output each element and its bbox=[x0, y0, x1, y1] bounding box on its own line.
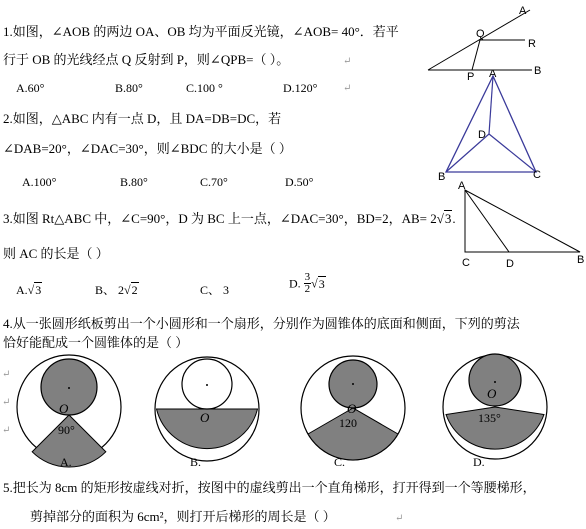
label-r: R bbox=[528, 38, 536, 50]
q2-option-d: D.50° bbox=[285, 175, 314, 189]
center-dot bbox=[352, 383, 354, 385]
q3-right-triangle-figure bbox=[450, 180, 586, 270]
triangle-abc bbox=[446, 76, 536, 172]
label-c: C bbox=[533, 169, 541, 181]
paragraph-mark: ↵ bbox=[2, 369, 11, 380]
paragraph-mark: ↵ bbox=[2, 425, 11, 436]
label-p: P bbox=[467, 71, 475, 83]
fraction: $\frac{3}{2}$ bbox=[304, 271, 311, 295]
q1-option-c: C.100 ° bbox=[186, 81, 223, 95]
q1-option-d: D.120° bbox=[283, 81, 318, 95]
q3-text-line1 bbox=[3, 211, 456, 227]
q2-option-a: A.100° bbox=[22, 175, 57, 189]
label-o: O bbox=[347, 401, 357, 416]
q4-figure-c bbox=[298, 354, 408, 464]
sqrt-sign: √ bbox=[311, 276, 318, 291]
q4-figure-b bbox=[152, 356, 262, 466]
q3-option-d: D. $\frac{3}{2}$ √3 bbox=[289, 271, 325, 295]
label-angle: 90° bbox=[58, 423, 75, 437]
q4-figure-a bbox=[14, 352, 124, 462]
label-a: A bbox=[458, 180, 466, 192]
q3-option-c: C、 3 bbox=[200, 283, 230, 297]
label-b: B bbox=[534, 65, 542, 77]
q1-option-a: A.60° bbox=[16, 81, 45, 95]
label-o: O bbox=[59, 401, 69, 416]
sqrt-sign: √ bbox=[436, 211, 444, 226]
label-a: A bbox=[519, 5, 527, 17]
label-d: D bbox=[478, 129, 486, 141]
q4-option-c: C. bbox=[334, 455, 346, 469]
label-d: D bbox=[506, 258, 514, 270]
triangle-abc bbox=[465, 190, 580, 252]
q2-option-b: B.80° bbox=[120, 175, 148, 189]
paragraph-mark: ↵ bbox=[2, 397, 11, 408]
center-dot bbox=[206, 384, 208, 386]
q4-option-b: B. bbox=[190, 455, 202, 469]
q2-text-line2: ∠DAB=20°，∠DAC=30°，则∠BDC 的大小是（ ） bbox=[3, 141, 292, 156]
label-b: B bbox=[438, 171, 446, 183]
label-o: O bbox=[487, 386, 497, 401]
q5-text-line2: 剪掉部分的面积为 6cm²，则打开后梯形的周长是（ ） bbox=[30, 509, 336, 524]
label-b: B bbox=[577, 254, 585, 266]
sqrt-sign: √ bbox=[27, 283, 35, 297]
q2-text-line1: 2.如图，△ABC 内有一点 D，且 DA=DB=DC，若 bbox=[3, 111, 282, 126]
label-o: O bbox=[200, 410, 210, 425]
q4-text-line1: 4.从一张圆形纸板剪出一个小圆形和一个扇形，分别作为圆锥体的底面和侧面，下列的剪法 bbox=[3, 316, 520, 331]
label-c: C bbox=[462, 257, 470, 269]
q1-text-line1: 1.如图，∠AOB 的两边 OA、OB 均为平面反光镜，∠AOB= 40°．若平 bbox=[3, 24, 399, 39]
q1-option-b: B.80° bbox=[115, 81, 143, 95]
center-dot bbox=[68, 387, 70, 389]
segment-dc bbox=[489, 134, 536, 172]
ray-pq bbox=[472, 40, 480, 70]
segment-da bbox=[489, 76, 493, 134]
label-angle: 135° bbox=[478, 411, 501, 425]
paragraph-mark: ↵ bbox=[343, 56, 352, 67]
segment-ad bbox=[465, 190, 509, 252]
q4-figure-d bbox=[440, 352, 550, 462]
q2-triangle-figure bbox=[438, 68, 548, 184]
q3-option-a: A.√3 bbox=[16, 283, 42, 297]
q3-radicand: 3 bbox=[444, 211, 452, 226]
sqrt-sign: √ bbox=[124, 283, 131, 297]
label-angle: 120 bbox=[339, 416, 357, 430]
paragraph-mark: ↵ bbox=[343, 83, 352, 94]
q3-text-suffix: . bbox=[452, 211, 456, 226]
q4-text-line2: 恰好能配成一个圆锥体的是（ ） bbox=[3, 335, 189, 350]
q3-text-line2: 则 AC 的长是（ ） bbox=[3, 246, 109, 261]
q1-text-line2: 行于 OB 的光线经点 Q 反射到 P，则∠QPB=（ ）。 bbox=[3, 52, 290, 67]
label-a: A bbox=[489, 68, 497, 80]
center-dot bbox=[494, 381, 496, 383]
q4-option-a: A. bbox=[60, 455, 72, 469]
paragraph-mark: ↵ bbox=[395, 513, 404, 524]
q3-option-b: B、 2√2 bbox=[95, 283, 138, 297]
q5-text-line1: 5.把长为 8cm 的矩形按虚线对折，按图中的虚线剪出一个直角梯形，打开得到一个等腰梯形， bbox=[3, 480, 536, 495]
label-q: Q bbox=[476, 28, 485, 40]
q2-option-c: C.70° bbox=[200, 175, 228, 189]
q3-text-prefix: 3.如图 Rt△ABC 中，∠C=90°，D 为 BC 上一点，∠DAC=30°，BD=2，AB= 2 bbox=[3, 211, 437, 226]
q4-option-d: D. bbox=[473, 455, 485, 469]
